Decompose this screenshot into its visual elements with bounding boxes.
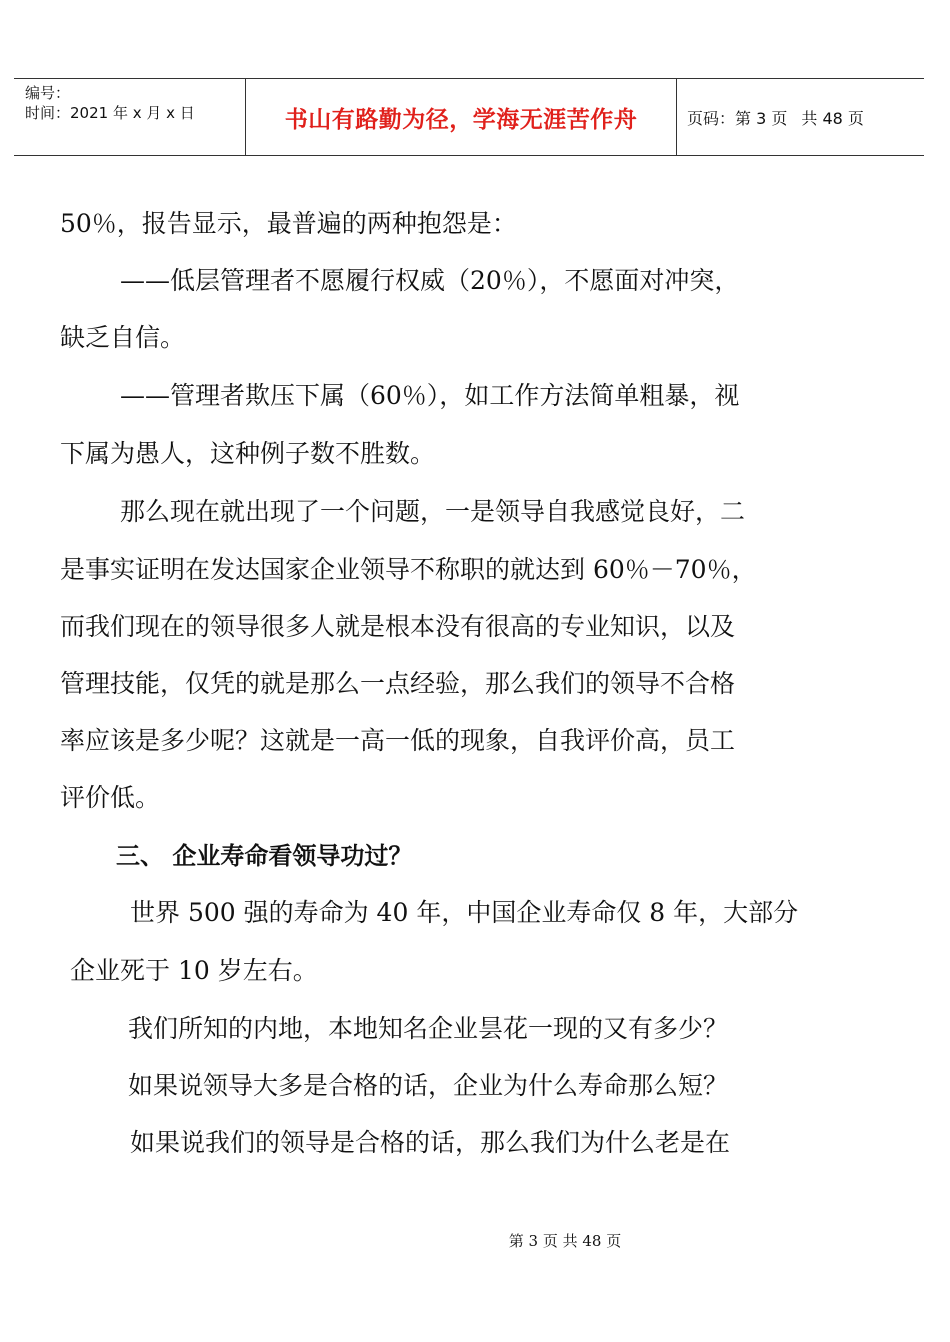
paragraph-line: 我们所知的内地，本地知名企业昙花一现的又有多少？ <box>128 1014 729 1043</box>
header-motto: 书山有路勤为径，学海无涯苦作舟 <box>284 106 638 133</box>
document-number-label: 编号： <box>25 84 71 102</box>
paragraph-line: 世界 500 强的寿命为 40 年，中国企业寿命仅 8 年，大部分 <box>130 898 799 927</box>
header-page-info <box>677 79 924 155</box>
paragraph-line: 率应该是多少呢？这就是一高一低的现象，自我评价高，员工 <box>60 726 736 755</box>
paragraph-line: 而我们现在的领导很多人就是根本没有很高的专业知识，以及 <box>60 612 736 641</box>
paragraph-line: ——低层管理者不愿履行权威（20％），不愿面对冲突， <box>120 266 740 295</box>
paragraph-line: 那么现在就出现了一个问题，一是领导自我感觉良好，二 <box>120 497 746 526</box>
paragraph-line: 是事实证明在发达国家企业领导不称职的就达到 60％－70％， <box>60 555 757 584</box>
page-number-label: 页码：第 3 页 <box>687 108 788 128</box>
paragraph-line: 如果说我们的领导是合格的话，那么我们为什么老是在 <box>130 1128 731 1157</box>
page-header <box>14 78 924 156</box>
paragraph-line: 50％，报告显示，最普遍的两种抱怨是： <box>60 209 517 238</box>
section-heading: 三、 企业寿命看领导功过？ <box>116 842 413 870</box>
paragraph-line: 企业死于 10 岁左右。 <box>70 956 318 985</box>
paragraph-line: 评价低。 <box>60 783 161 812</box>
paragraph-line: ——管理者欺压下属（60％），如工作方法简单粗暴，视 <box>120 381 740 410</box>
page-total-label: 共 48 页 <box>801 108 864 128</box>
document-date-label: 时间：2021 年 x 月 x 日 <box>25 104 195 122</box>
header-meta <box>14 79 246 155</box>
paragraph-line: 如果说领导大多是合格的话，企业为什么寿命那么短？ <box>128 1071 729 1100</box>
page-footer: 第 3 页 共 48 页 <box>508 1232 622 1250</box>
paragraph-line: 下属为愚人，这种例子数不胜数。 <box>60 439 436 468</box>
paragraph-line: 缺乏自信。 <box>60 323 186 352</box>
paragraph-line: 管理技能，仅凭的就是那么一点经验，那么我们的领导不合格 <box>60 669 736 698</box>
header-motto-cell <box>246 79 677 155</box>
